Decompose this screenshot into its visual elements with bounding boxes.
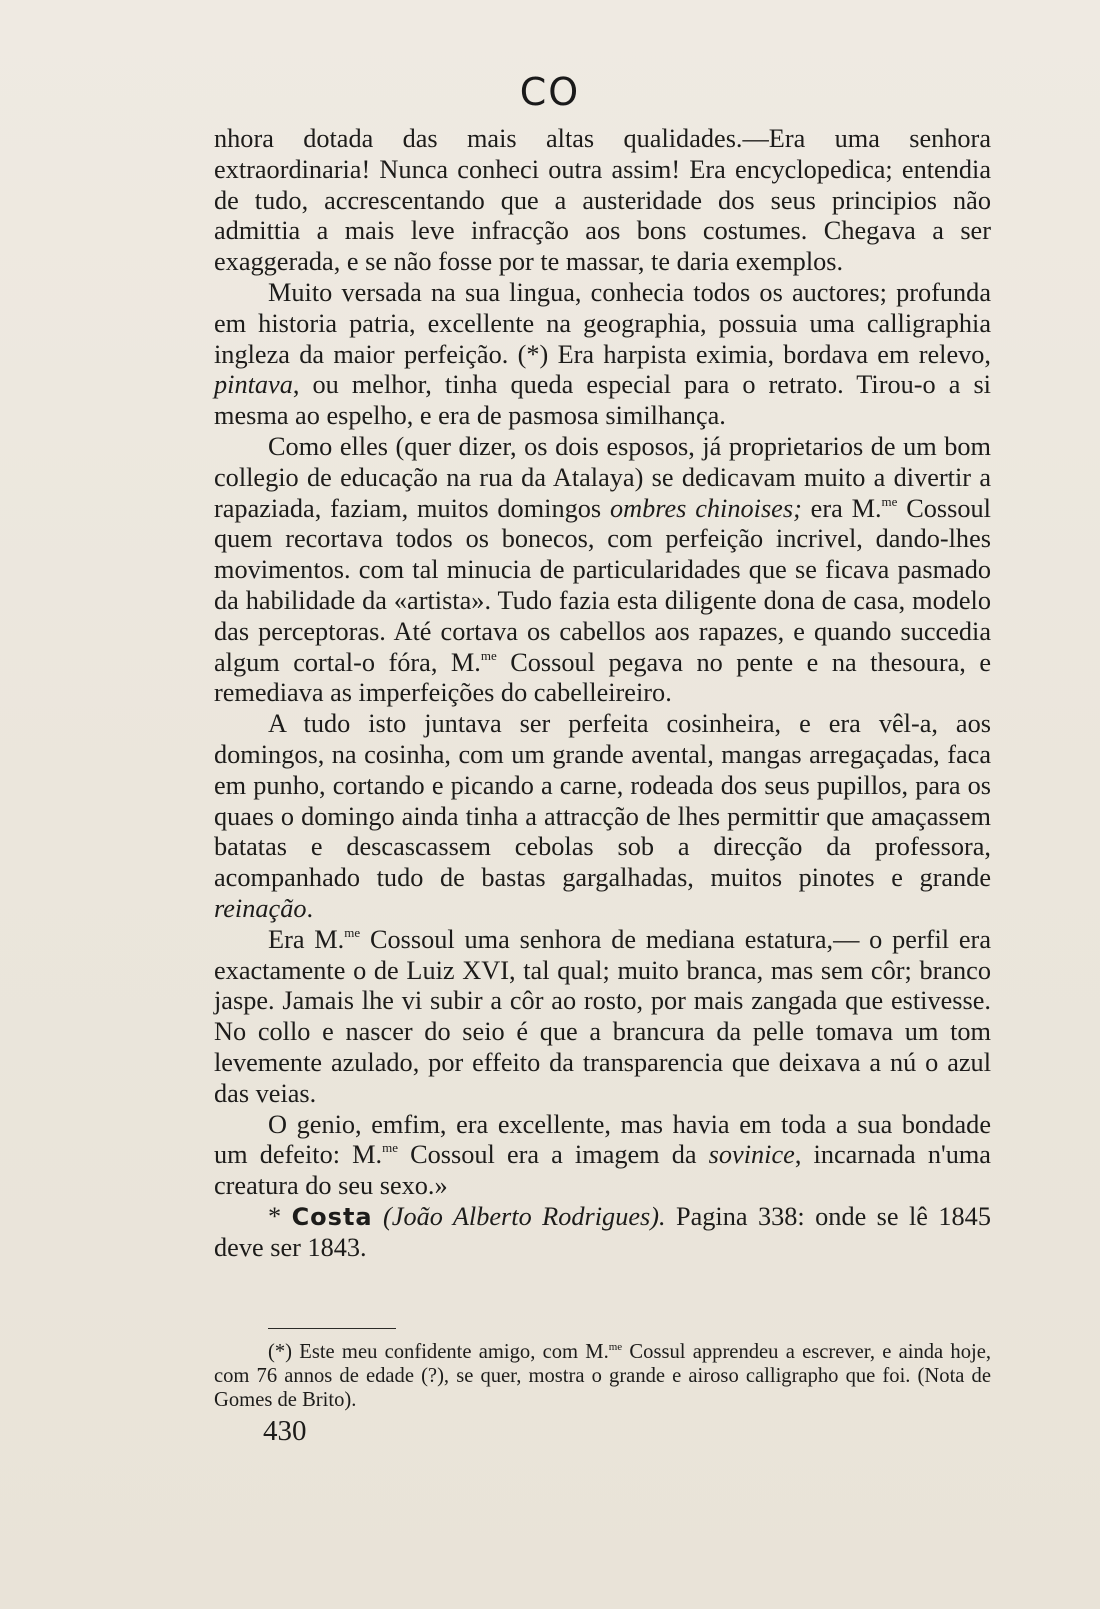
paragraph-3 <box>214 432 991 709</box>
page-number: 430 <box>263 1415 307 1447</box>
running-head: CO <box>519 70 581 114</box>
text-run: Cossoul uma senhora de mediana estatura,— o perfil era exactamente o de Luiz XVI, tal qual; muito branca, mas sem côr; branco jaspe. Jamais lhe vi subir a côr ao rosto, por mais zangada que estivesse. No collo e nascer do seio é que a brancura da pelle tomava um tom levemente azulado, por effeito da transparencia que deixava a nú o azul das veias. <box>214 924 991 1108</box>
entry-headword: Costa <box>291 1202 373 1231</box>
superscript: me <box>608 1341 623 1353</box>
text-run: A tudo isto juntava ser perfeita cosinheira, e era vêl-a, aos domingos, na cosinha, com um grande avental, mangas arregaçadas, faca em punho, cortando e picando a carne, rodeada dos seus pupillos, para os quaes o domingo ainda tinha a attracção de lhes permittir que amaçassem batatas e descascassem cebolas sob a direcção da professora, acompanhado tudo de bastas gargalhadas, muitos pinotes e grande <box>214 709 991 893</box>
italic-word: pintava <box>214 370 293 400</box>
text-run: Cossoul quem recortava todos os bonecos, com perfeição incrivel, dando-lhes movimentos. com tal minucia de particularidades que se ficava pasmado da habilidade da «artista». Tudo fazia esta diligente dona de casa, modelo das perceptoras. Até cortava os cabellos aos rapazes, e quando succedia algum cortal-o fóra, M. <box>214 493 991 677</box>
text-run: era M. <box>801 493 882 523</box>
superscript: me <box>382 1140 398 1156</box>
entry-costa <box>214 1202 991 1264</box>
text-run: Muito versada na sua lingua, conhecia todos os auctores; profunda em historia patria, excellente na geographia, possuia uma calligraphia ingleza da maior perfeição. (*) Era harpista eximia, bordava em relevo, <box>214 277 991 369</box>
asterisk-marker: * <box>268 1201 292 1231</box>
text-run: Pagina 338: onde se lê 1845 deve ser 1843. <box>214 1201 991 1262</box>
italic-phrase: ombres chinoises; <box>609 493 802 523</box>
text-run: Cossoul pegava no pente e na thesoura, e remediava as imperfeições do cabelleireiro. <box>214 647 991 708</box>
paragraph-2 <box>214 278 991 432</box>
italic-word: sovinice <box>708 1140 795 1170</box>
text-run: (*) Este meu confidente amigo, com M. <box>268 1341 609 1363</box>
paragraph-6 <box>214 1110 991 1202</box>
body-text <box>214 124 991 1263</box>
text-run: . <box>306 893 314 923</box>
footnote <box>214 1340 991 1412</box>
text-run: , incarnada n'uma creatura do seu sexo.» <box>214 1140 991 1201</box>
paragraph-4 <box>214 709 991 925</box>
text-run: Era M. <box>268 924 345 954</box>
text-run: O genio, emfim, era excellente, mas havia em toda a sua bondade um defeito: M. <box>214 1109 991 1170</box>
italic-name: (João Alberto Rodrigues). <box>372 1201 666 1231</box>
paragraph-5 <box>214 925 991 1110</box>
italic-word: reinação <box>214 893 307 923</box>
footnote-divider <box>268 1328 396 1329</box>
text-run: Como elles (quer dizer, os dois esposos, já proprietarios de um bom collegio de educação na rua da Atalaya) se dedicavam muito a divertir a rapaziada, faziam, muitos domingos <box>214 431 991 523</box>
text-run: , ou melhor, tinha queda especial para o retrato. Tirou-o a si mesma ao espelho, e era de pasmosa similhança. <box>214 370 991 431</box>
text-run: Cossoul era a imagem da <box>397 1140 709 1170</box>
footnote-text <box>214 1340 991 1412</box>
paragraph-1: nhora dotada das mais altas qualidades.—Era uma senhora extraordinaria! Nunca conheci outra assim! Era encyclopedica; entendia de tudo, accrescentando que a austeridade dos seus principios não admittia a mais leve infracção aos bons costumes. Chegava a ser exaggerada, e se não fosse por te massar, te daria exemplos. <box>214 124 991 277</box>
superscript: me <box>480 647 497 663</box>
text-run: Cossul apprendeu a escrever, e ainda hoje, com 76 annos de edade (?), se quer, mostra o grande e airoso calligrapho que foi. (Nota de Gomes de Brito). <box>214 1341 992 1411</box>
superscript: me <box>344 924 361 940</box>
superscript: me <box>881 493 898 509</box>
